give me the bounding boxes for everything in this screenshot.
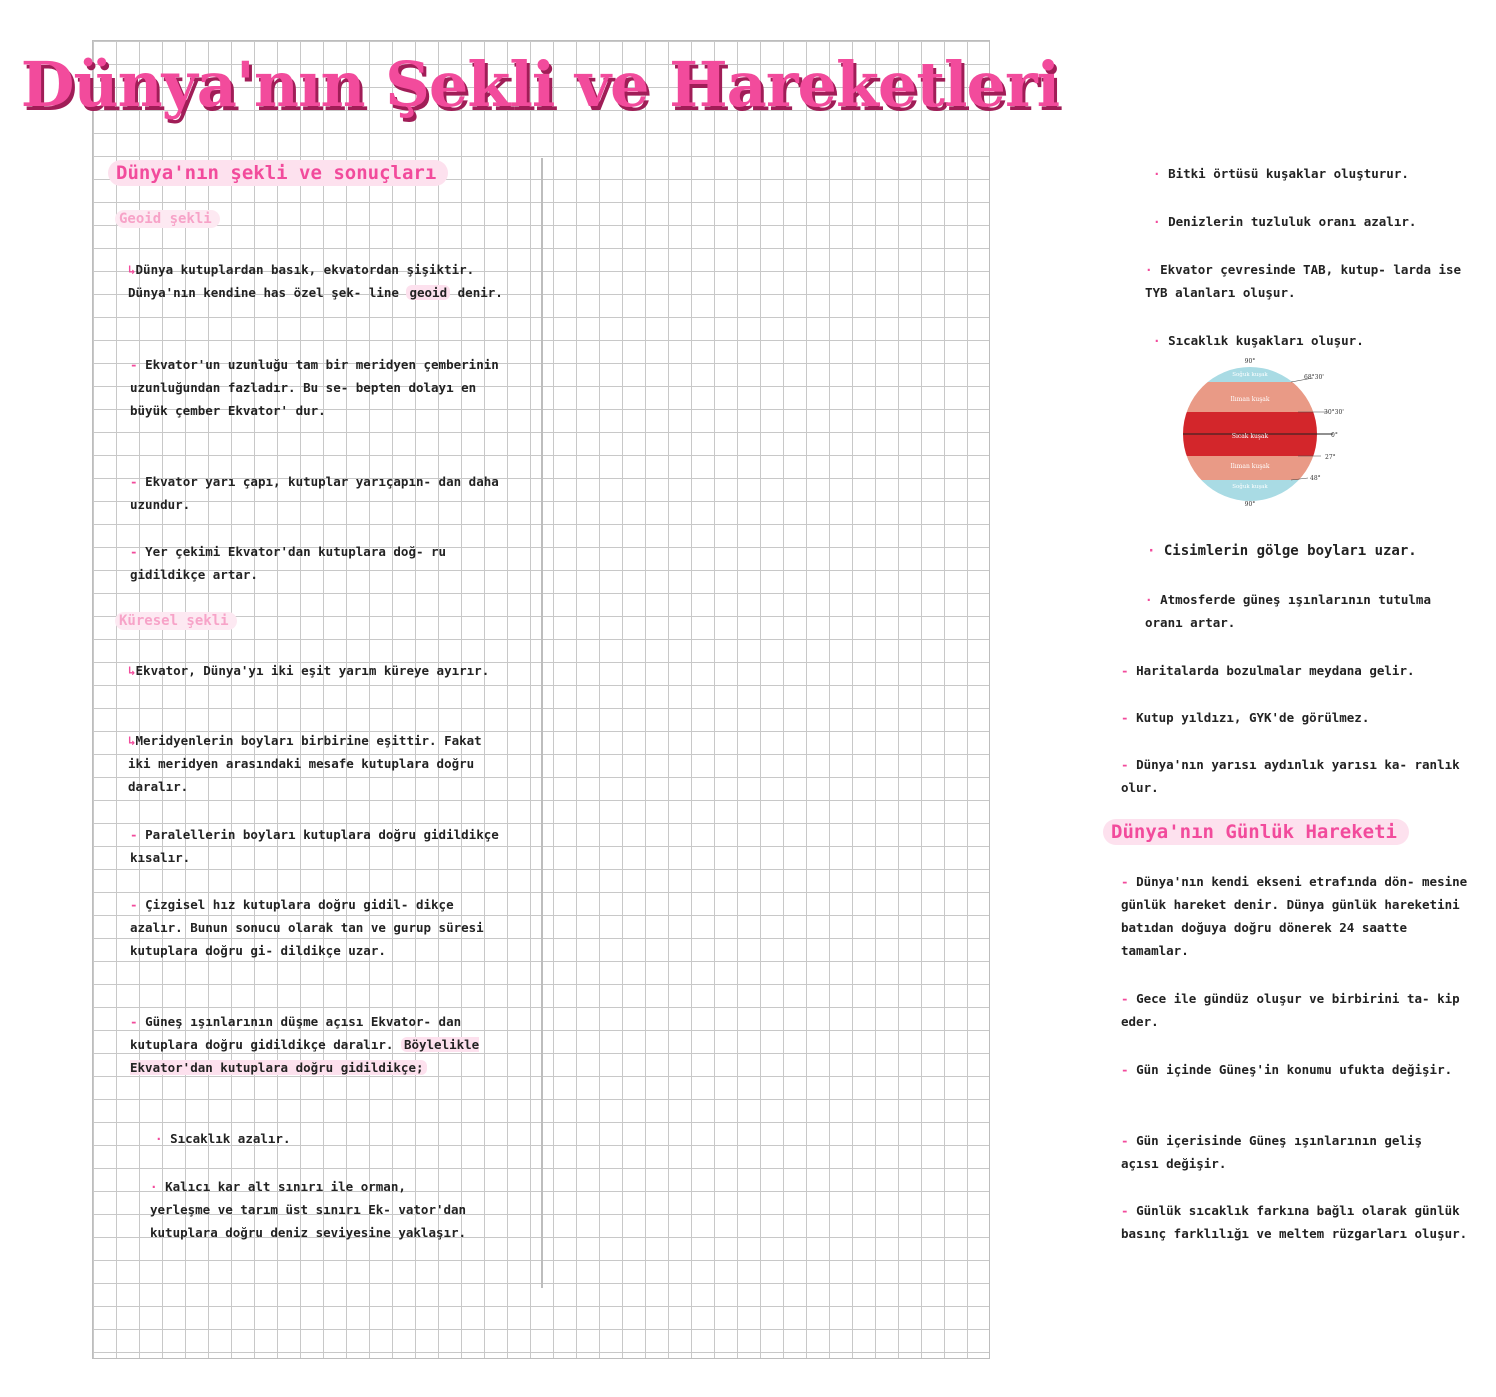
arrow-bullet-icon: ↳ xyxy=(128,663,136,678)
dash-bullet-icon: - xyxy=(1121,663,1137,678)
dot-bullet-icon: · xyxy=(150,1179,166,1194)
right-bullet-basinc: · Ekvator çevresinde TAB, kutup- larda ise TYB alanları oluşur. xyxy=(1145,262,1462,300)
kuresel-paragraph-3: - Paralellerin boyları kutuplara doğru gidildikçe kısalır. xyxy=(130,827,499,865)
kuresel-bullet-kar-siniri: · Kalıcı kar alt sınırı ile orman, yerleşme ve tarım üst sınırı Ek- vator'dan kutuplara doğru deniz seviyesine yaklaşır. xyxy=(150,1179,467,1240)
term-geoid: geoid xyxy=(406,285,450,300)
dash-bullet-icon: - xyxy=(1121,757,1137,772)
right-paragraph-harita: - Haritalarda bozulmalar meydana gelir. xyxy=(1121,663,1415,678)
label-0: 0° xyxy=(1331,432,1338,439)
dot-bullet-icon: · xyxy=(1153,333,1169,348)
arrow-bullet-icon: ↳ xyxy=(128,262,136,277)
right-bullet-atmosfer: · Atmosferde güneş ışınlarının tutulma oranı artar. xyxy=(1145,592,1431,630)
right-bullet-tuzluluk: · Denizlerin tuzluluk oranı azalır. xyxy=(1153,214,1417,229)
highlighted-text: Böylelikle Ekvator'dan kutuplara doğru gidildikçe; xyxy=(130,1037,480,1075)
section-heading-sekil: Dünya'nın şekli ve sonuçları xyxy=(108,160,448,186)
label-27: 27° xyxy=(1325,454,1336,461)
gunluk-paragraph-3: - Gün içinde Güneş'in konumu ufukta değişir. xyxy=(1121,1062,1453,1077)
right-bullet-sicaklik-kusaklari: · Sıcaklık kuşakları oluşur. xyxy=(1153,333,1364,348)
page-title: Dünya'nın Şekli ve Hareketleri xyxy=(20,48,1060,121)
zone-label-temperate-top: Ilıman kuşak xyxy=(1230,396,1270,403)
right-paragraph-kutup-yildizi: - Kutup yıldızı, GYK'de görülmez. xyxy=(1121,710,1370,725)
column-divider xyxy=(541,158,543,1288)
subheading-kuresel: Küresel şekli xyxy=(115,612,237,630)
dash-bullet-icon: - xyxy=(130,474,146,489)
dash-bullet-icon: - xyxy=(1121,991,1137,1006)
gunluk-paragraph-1: - Dünya'nın kendi ekseni etrafında dön- mesine günlük hareket denir. Dünya günlük hareketini batıdan doğuya doğru dönerek 24 saatte tamamlar. xyxy=(1121,874,1468,958)
geoid-paragraph-3: - Ekvator yarı çapı, kutuplar yarıçapın- dan daha uzundur. xyxy=(130,474,499,512)
dash-bullet-icon: - xyxy=(1121,1203,1137,1218)
subheading-geoid: Geoid şekli xyxy=(115,210,220,228)
dot-bullet-icon: · xyxy=(1145,262,1161,277)
dot-bullet-icon: · xyxy=(1153,166,1169,181)
geoid-paragraph-1: ↳Dünya kutuplardan basık, ekvatordan şişiktir. Dünya'nın kendine has özel şek- line geoid denir. xyxy=(128,262,503,300)
label-90-top: 90° xyxy=(1244,358,1256,365)
arrow-bullet-icon: ↳ xyxy=(128,733,136,748)
gunluk-paragraph-2: - Gece ile gündüz oluşur ve birbirini ta- kip eder. xyxy=(1121,991,1460,1029)
kuresel-paragraph-4: - Çizgisel hız kutuplara doğru gidil- dikçe azalır. Bunun sonucu olarak tan ve gurup süresi kutuplara doğru gi- dildikçe uzar. xyxy=(130,897,484,958)
dash-bullet-icon: - xyxy=(130,897,146,912)
zone-label-cold-top: Soğuk kuşak xyxy=(1232,372,1268,378)
kuresel-paragraph-1: ↳Ekvator, Dünya'yı iki eşit yarım küreye ayırır. xyxy=(128,663,490,678)
dot-bullet-icon: · xyxy=(1153,214,1169,229)
right-bullet-bitki: · Bitki örtüsü kuşaklar oluşturur. xyxy=(1153,166,1409,181)
kuresel-paragraph-2: ↳Meridyenlerin boyları birbirine eşittir. Fakat iki meridyen arasındaki mesafe kutuplara doğru daralır. xyxy=(128,733,482,794)
dash-bullet-icon: - xyxy=(130,544,146,559)
temperature-zones-diagram xyxy=(1173,354,1348,514)
label-68-30: 68°30' xyxy=(1304,374,1324,381)
label-90-bottom: 90° xyxy=(1244,501,1256,508)
dash-bullet-icon: - xyxy=(1121,874,1137,889)
gunluk-paragraph-4: - Gün içerisinde Güneş ışınlarının geliş açısı değişir. xyxy=(1121,1133,1423,1171)
dot-bullet-icon: · xyxy=(1145,592,1161,607)
label-48: 48° xyxy=(1310,475,1321,482)
section-heading-gunluk-hareket: Dünya'nın Günlük Hareketi xyxy=(1103,819,1409,845)
gunluk-paragraph-5: - Günlük sıcaklık farkına bağlı olarak günlük basınç farklılığı ve meltem rüzgarları oluşur. xyxy=(1121,1203,1468,1241)
zone-label-hot: Sıcak kuşak xyxy=(1231,433,1269,440)
dash-bullet-icon: - xyxy=(130,357,146,372)
zone-label-cold-bottom: Soğuk kuşak xyxy=(1232,484,1268,490)
dash-bullet-icon: - xyxy=(1121,710,1137,725)
label-30-30: 30°30' xyxy=(1324,409,1344,416)
dot-bullet-icon: · xyxy=(1147,543,1164,559)
dash-bullet-icon: - xyxy=(1121,1062,1137,1077)
dash-bullet-icon: - xyxy=(130,827,146,842)
right-bullet-golge: · Cisimlerin gölge boyları uzar. xyxy=(1147,543,1417,559)
kuresel-paragraph-5: - Güneş ışınlarının düşme açısı Ekvator- dan kutuplara doğru gidildikçe daralır. Böylelikle Ekvator'dan kutuplara doğru gidildikçe; xyxy=(130,1014,480,1075)
geoid-paragraph-4: - Yer çekimi Ekvator'dan kutuplara doğ- ru gidildikçe artar. xyxy=(130,544,447,582)
dash-bullet-icon: - xyxy=(1121,1133,1137,1148)
kuresel-bullet-sicaklik: · Sıcaklık azalır. xyxy=(155,1131,291,1146)
dot-bullet-icon: · xyxy=(155,1131,171,1146)
geoid-paragraph-2: - Ekvator'un uzunluğu tam bir meridyen çemberinin uzunluğundan fazladır. Bu se- bepten dolayı en büyük çember Ekvator' dur. xyxy=(130,357,499,418)
right-paragraph-aydinlik: - Dünya'nın yarısı aydınlık yarısı ka- ranlık olur. xyxy=(1121,757,1460,795)
dash-bullet-icon: - xyxy=(130,1014,146,1029)
zone-label-temperate-bottom: Ilıman kuşak xyxy=(1230,463,1270,470)
